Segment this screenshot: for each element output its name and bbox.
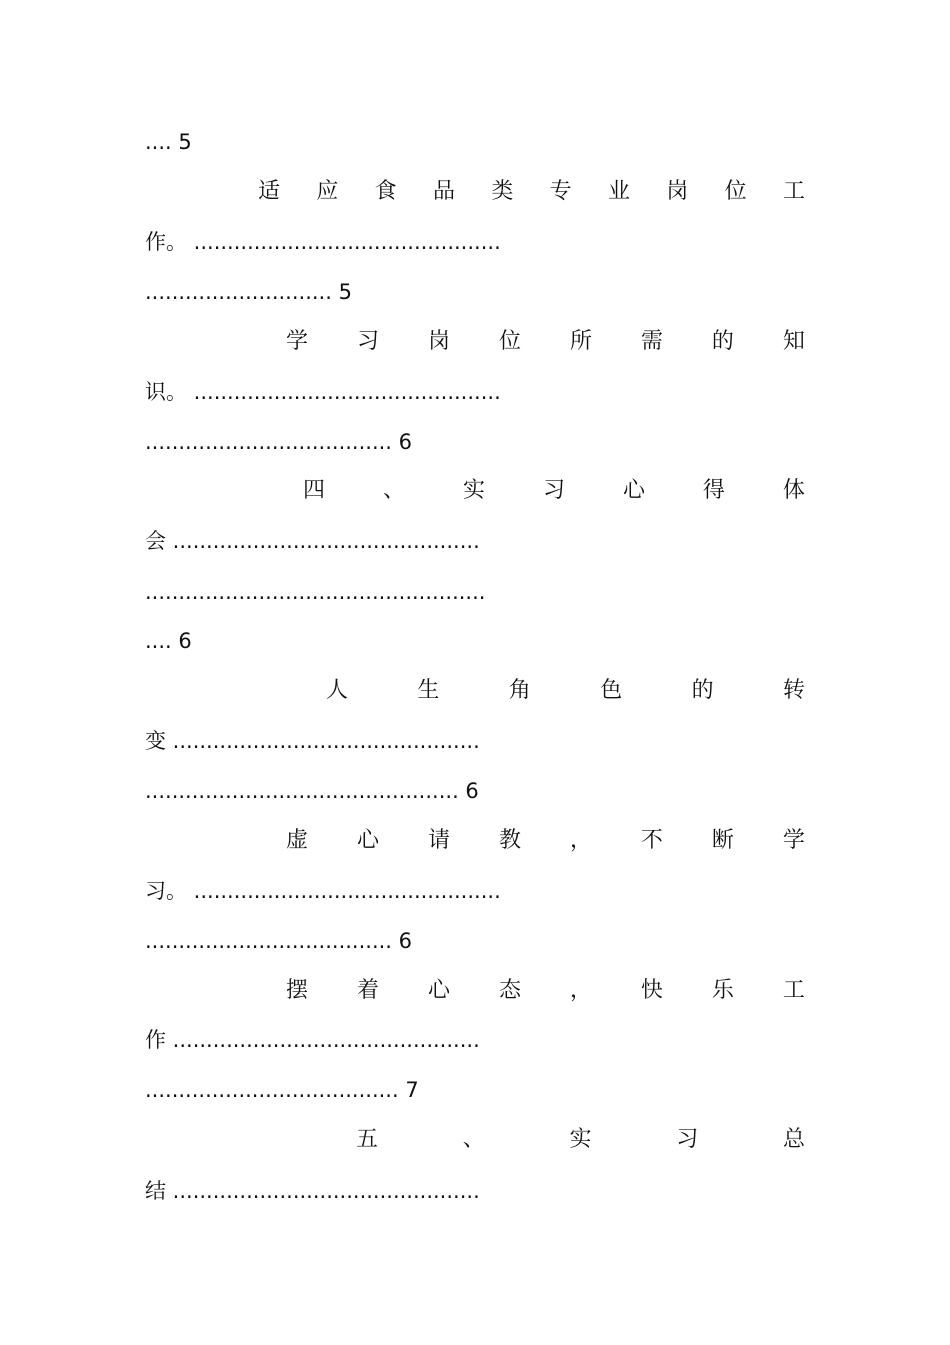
- toc-char: 、: [462, 1127, 485, 1152]
- toc-char: 、: [382, 478, 405, 503]
- toc-char: 习: [356, 329, 379, 354]
- toc-char: 位: [724, 179, 747, 204]
- toc-char: 不: [640, 828, 663, 853]
- toc-page-number-line: ..................................... 6: [145, 929, 413, 953]
- toc-leader-line: 作 ..............................................: [145, 1028, 480, 1052]
- toc-page-number-line: .... 5: [145, 130, 192, 154]
- toc-char: 学: [286, 329, 309, 354]
- toc-char: 心: [622, 478, 645, 503]
- toc-char: 学: [782, 828, 805, 853]
- toc-char: 总: [782, 1127, 805, 1152]
- toc-leader-line: 识。 ..............................................: [145, 380, 501, 404]
- toc-char: 的: [691, 678, 714, 703]
- toc-char: 应: [316, 179, 339, 204]
- toc-entry-heading: [326, 676, 805, 706]
- toc-leader-line: 结 ..............................................: [145, 1179, 480, 1203]
- toc-char: 快: [640, 978, 663, 1003]
- toc-char: 转: [782, 678, 805, 703]
- toc-char: 专: [549, 179, 572, 204]
- toc-char: 知: [782, 329, 805, 354]
- toc-entry-heading: [286, 826, 805, 856]
- toc-char: 色: [600, 678, 623, 703]
- toc-entry-heading: [258, 177, 805, 207]
- toc-char: 五: [356, 1127, 379, 1152]
- toc-char: 态: [498, 978, 521, 1003]
- toc-char: 食: [374, 179, 397, 204]
- toc-char: 的: [711, 329, 734, 354]
- toc-page-number-line: ..................................... 6: [145, 430, 413, 454]
- toc-char: 摆: [286, 978, 309, 1003]
- toc-leader-line: 变 ..............................................: [145, 729, 480, 753]
- toc-char: 四: [303, 478, 326, 503]
- toc-char: 所: [569, 329, 592, 354]
- toc-page-number-line: ............................ 5: [145, 280, 352, 304]
- toc-char: 得: [702, 478, 725, 503]
- toc-char: 实: [462, 478, 485, 503]
- toc-page-number-line: ............................................... 6: [145, 779, 479, 803]
- toc-char: 适: [258, 179, 281, 204]
- toc-char: 角: [508, 678, 531, 703]
- toc-char: 工: [782, 179, 805, 204]
- toc-char: ，: [569, 828, 592, 853]
- toc-page-number-line: .... 6: [145, 629, 192, 653]
- toc-char: 着: [356, 978, 379, 1003]
- toc-section-heading: [303, 476, 805, 506]
- toc-leader-line: 习。 ..............................................: [145, 879, 501, 903]
- toc-char: 岗: [666, 179, 689, 204]
- toc-char: 习: [542, 478, 565, 503]
- toc-char: 虚: [286, 828, 309, 853]
- toc-char: 类: [491, 179, 514, 204]
- toc-char: 生: [417, 678, 440, 703]
- toc-leader-line: 会 ..............................................: [145, 529, 480, 553]
- toc-char: 乐: [711, 978, 734, 1003]
- toc-section-heading: [356, 1125, 805, 1155]
- toc-leader-line: 作。 ..............................................: [145, 230, 501, 254]
- toc-char: 人: [326, 678, 349, 703]
- toc-char: 心: [427, 978, 450, 1003]
- toc-page-number-line: ...................................... 7: [145, 1078, 419, 1102]
- toc-char: 岗: [427, 329, 450, 354]
- toc-char: 实: [569, 1127, 592, 1152]
- toc-char: 工: [782, 978, 805, 1003]
- toc-char: 教: [498, 828, 521, 853]
- toc-char: 需: [640, 329, 663, 354]
- toc-char: ，: [569, 978, 592, 1003]
- toc-char: 位: [498, 329, 521, 354]
- toc-char: 断: [711, 828, 734, 853]
- toc-char: 心: [356, 828, 379, 853]
- toc-entry-heading: [286, 327, 805, 357]
- toc-entry-heading: [286, 976, 805, 1006]
- toc-char: 业: [607, 179, 630, 204]
- toc-char: 品: [432, 179, 455, 204]
- toc-leader-line: ...................................................: [145, 580, 486, 604]
- toc-char: 请: [427, 828, 450, 853]
- toc-char: 习: [676, 1127, 699, 1152]
- toc-char: 体: [782, 478, 805, 503]
